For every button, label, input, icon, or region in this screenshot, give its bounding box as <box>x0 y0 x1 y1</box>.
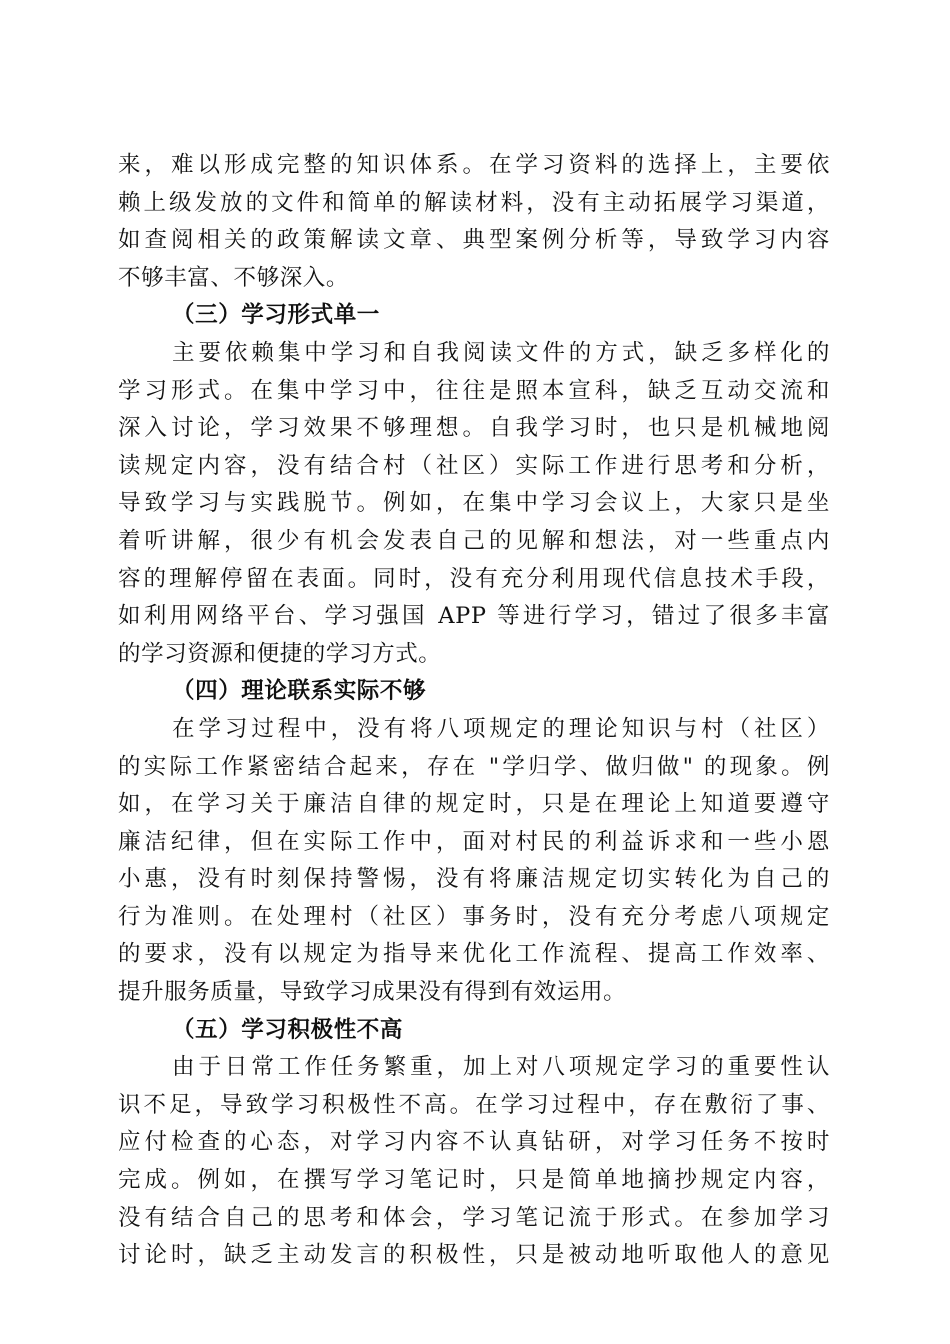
section-5 <box>118 1012 830 1275</box>
text-line: 在学习过程中，没有将八项规定的理论知识与村（社区） <box>172 715 830 742</box>
section-4 <box>118 673 830 1011</box>
section-heading: （五）学习积极性不高 <box>172 1016 404 1043</box>
text-line: 容的理解停留在表面。同时，没有充分利用现代信息技术手段， <box>118 565 830 592</box>
text-line: 由于日常工作任务繁重，加上对八项规定学习的重要性认 <box>172 1054 830 1081</box>
paragraph-continued <box>118 147 830 297</box>
text-line: 小惠，没有时刻保持警惕，没有将廉洁规定切实转化为自己的 <box>118 866 830 893</box>
section-heading: （三）学习形式单一 <box>172 302 380 329</box>
text-line: 深入讨论，学习效果不够理想。自我学习时，也只是机械地阅 <box>118 415 830 442</box>
text-line: 导致学习与实践脱节。例如，在集中学习会议上，大家只是坐 <box>118 490 830 517</box>
text-line: 的要求，没有以规定为指导来优化工作流程、提高工作效率、 <box>118 941 830 968</box>
text-line: 完成。例如，在撰写学习笔记时，只是简单地摘抄规定内容， <box>118 1167 830 1194</box>
text-line: 行为准则。在处理村（社区）事务时，没有充分考虑八项规定 <box>118 903 830 930</box>
text-line: 如利用网络平台、学习强国 APP 等进行学习，错过了很多丰富 <box>118 603 830 630</box>
text-line: 应付检查的心态，对学习内容不认真钻研，对学习任务不按时 <box>118 1129 830 1156</box>
section-3 <box>118 297 830 673</box>
text-line: 的实际工作紧密结合起来，存在 "学归学、做归做" 的现象。例 <box>118 753 830 780</box>
text-line: 提升服务质量，导致学习成果没有得到有效运用。 <box>118 979 627 1006</box>
text-line: 没有结合自己的思考和体会，学习笔记流于形式。在参加学习 <box>118 1204 830 1231</box>
text-line: 如查阅相关的政策解读文章、典型案例分析等，导致学习内容 <box>118 227 830 254</box>
text-line: 不够丰富、不够深入。 <box>118 264 350 291</box>
text-line: 如，在学习关于廉洁自律的规定时，只是在理论上知道要遵守 <box>118 791 830 818</box>
text-line: 讨论时，缺乏主动发言的积极性，只是被动地听取他人的意见 <box>118 1242 830 1269</box>
text-line: 来，难以形成完整的知识体系。在学习资料的选择上，主要依 <box>118 152 830 178</box>
text-line: 主要依赖集中学习和自我阅读文件的方式，缺乏多样化的 <box>172 339 830 366</box>
text-line: 着听讲解，很少有机会发表自己的见解和想法，对一些重点内 <box>118 527 830 554</box>
text-line: 识不足，导致学习积极性不高。在学习过程中，存在敷衍了事、 <box>118 1091 830 1118</box>
document-page <box>118 147 830 1275</box>
text-line: 学习形式。在集中学习中，往往是照本宣科，缺乏互动交流和 <box>118 377 830 404</box>
section-heading: （四）理论联系实际不够 <box>172 678 427 705</box>
text-line: 的学习资源和便捷的学习方式。 <box>118 640 442 667</box>
text-line: 读规定内容，没有结合村（社区）实际工作进行思考和分析， <box>118 452 830 479</box>
text-line: 廉洁纪律，但在实际工作中，面对村民的利益诉求和一些小恩 <box>118 828 830 855</box>
text-line: 赖上级发放的文件和简单的解读材料，没有主动拓展学习渠道， <box>118 189 830 216</box>
